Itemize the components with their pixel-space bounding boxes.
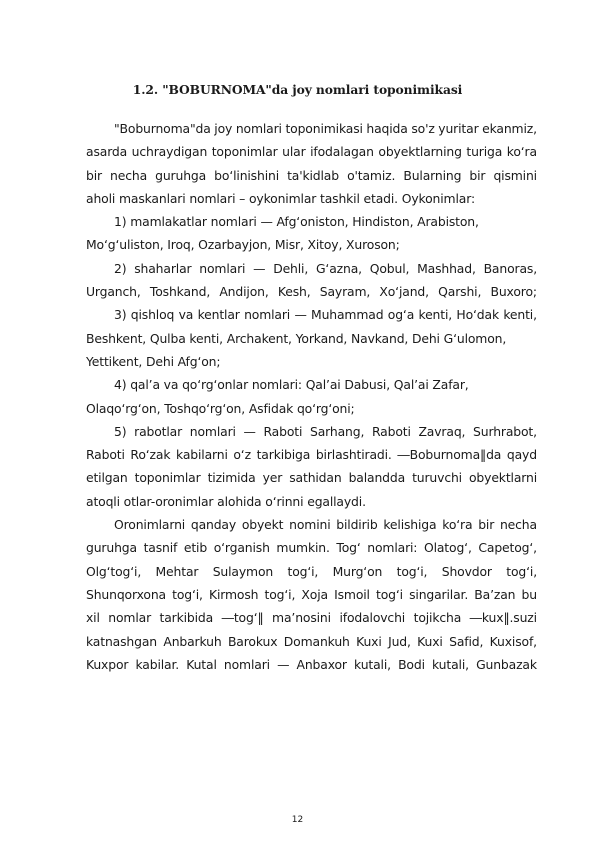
text-line: asarda uchraydigan toponimlar ular ifodalagan obyektlarning turiga ko‘ra [86, 144, 537, 160]
text-line: 5) rabotlar nomlari — Raboti Sarhang, Raboti Zavraq, Surhrabot, [114, 423, 537, 439]
text-line: Olaqo‘rg‘on, Toshqo‘rg‘on, Asfidak qo‘rg‘oni; [86, 400, 355, 416]
text-line: aholi maskanlari nomlari – oykonimlar tashkil etadi. Oykonimlar: [86, 190, 475, 206]
text-line: bir necha guruhga bo‘linishini ta'kidlab o'tamiz. Bularning bir qismini [86, 167, 537, 183]
text-line: Kuxpor kabilar. Kutal nomlari — Anbaxor kutali, Bodi kutali, Gunbazak [86, 656, 537, 672]
text-line: Olg‘tog‘i, Mehtar Sulaymon tog‘i, Murg‘on tog‘i, Shovdor tog‘i, [86, 563, 537, 579]
text-line: Urganch, Toshkand, Andijon, Kesh, Sayram, Xo‘jand, Qarshi, Buxoro; [86, 284, 537, 300]
text-line: Beshkent, Qulba kenti, Archakent, Yorkand, Navkand, Dehi G‘ulomon, [86, 330, 507, 346]
text-line: Oronimlarni qanday obyekt nomini bildirib kelishiga ko‘ra bir necha [114, 517, 537, 533]
text-line: Yettikent, Dehi Afg‘on; [86, 353, 221, 369]
text-line: katnashgan Anbarkuh Barokux Domankuh Kuxi Jud, Kuxi Safid, Kuxisof, [86, 633, 537, 649]
text-line: 3) qishloq va kentlar nomlari — Muhammad og‘a kenti, Ho‘dak kenti, [114, 307, 537, 323]
text-line: Shunqorxona tog‘i, Kirmosh tog‘i, Xoja Ismoil tog‘i singarilar. Ba’zan bu [86, 586, 537, 602]
body-text [86, 117, 537, 676]
text-line: etilgan toponimlar tizimida yer sathidan balandda turuvchi obyektlarni [86, 470, 537, 486]
page-number: 12 [291, 815, 304, 825]
text-line: "Boburnoma"da joy nomlari toponimikasi haqida so'z yuritar ekanmiz, [114, 121, 537, 136]
section-heading: 1.2. "BOBURNOMA"da joy nomlari toponimikasi [132, 82, 463, 97]
text-line: Mo‘g‘uliston, Iroq, Ozarbayjon, Misr, Xitoy, Xuroson; [86, 237, 400, 253]
text-line: 2) shaharlar nomlari — Dehli, G‘azna, Qobul, Mashhad, Banoras, [114, 260, 537, 276]
text-line: 1) mamlakatlar nomlari — Afg‘oniston, Hindiston, Arabiston, [114, 214, 479, 230]
text-line: atoqli otlar-oronimlar alohida o‘rinni egallaydi. [86, 493, 366, 509]
text-line: xil nomlar tarkibida ―tog‘‖ ma’nosini ifodalovchi tojikcha ―kux‖.suzi [86, 610, 537, 626]
text-line: Raboti Ro‘zak kabilarni o‘z tarkibiga birlashtiradi. ―Boburnoma‖da qayd [86, 447, 537, 463]
text-line: guruhga tasnif etib o‘rganish mumkin. Tog‘ nomlari: Olatog‘, Capetog‘, [86, 540, 537, 556]
text-line: 4) qal’a va qo‘rg‘onlar nomlari: Qal’ai Dabusi, Qal’ai Zafar, [114, 377, 469, 393]
